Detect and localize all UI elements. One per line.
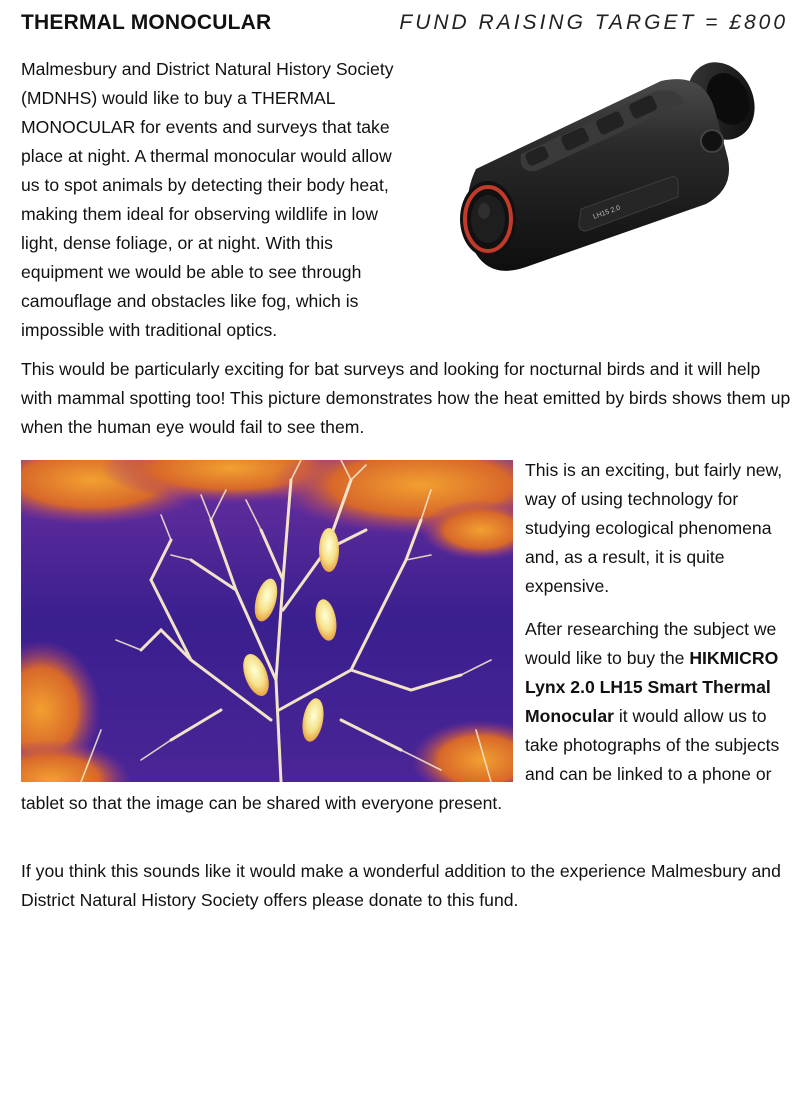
intro-section [21,55,786,345]
closing-section [21,857,791,915]
expense-paragraph: This is an exciting, but fairly new, way of using technology for studying ecological phenomena and, as a result, it is quite expensive. [525,460,783,596]
thermal-monocular-image [416,59,786,287]
fundraising-target: FUND RAISING TARGET = £800 [399,11,788,34]
research-lead: After researching the subject we would like to buy the [525,619,777,668]
thermal-birds-image [21,460,513,782]
research-tail: it would allow us to take photographs of the subjects and can be linked to a phone or tablet so that the image can be shared with everyone present. [21,706,780,813]
intro-paragraph: Malmesbury and District Natural History Society (MDNHS) would like to buy a THERMAL MONOCULAR for events and surveys that take place at night. A thermal monocular would allow us to spot animals by detecting their body heat, making them ideal for observing wildlife in low light, dense foliage, or at night. With this equipment we would be able to see through camouflage and obstacles like fog, which is impossible with traditional optics. [21,59,394,340]
device-label: LH15 2.0 [592,204,622,221]
bat-survey-section [21,355,791,442]
closing-paragraph: If you think this sounds like it would make a wonderful addition to the experience Malmesbury and District Natural History Society offers please donate to this fund. [21,861,781,910]
product-name: HIKMICRO Lynx 2.0 LH15 Smart Thermal Monocular [525,648,779,726]
technology-section [21,456,786,832]
page-title: THERMAL MONOCULAR [21,11,272,34]
bat-survey-paragraph: This would be particularly exciting for bat surveys and looking for nocturnal birds and it will help with mammal spotting too! This picture demonstrates how the heat emitted by birds shows them up when the human eye would fail to see them. [21,359,791,437]
